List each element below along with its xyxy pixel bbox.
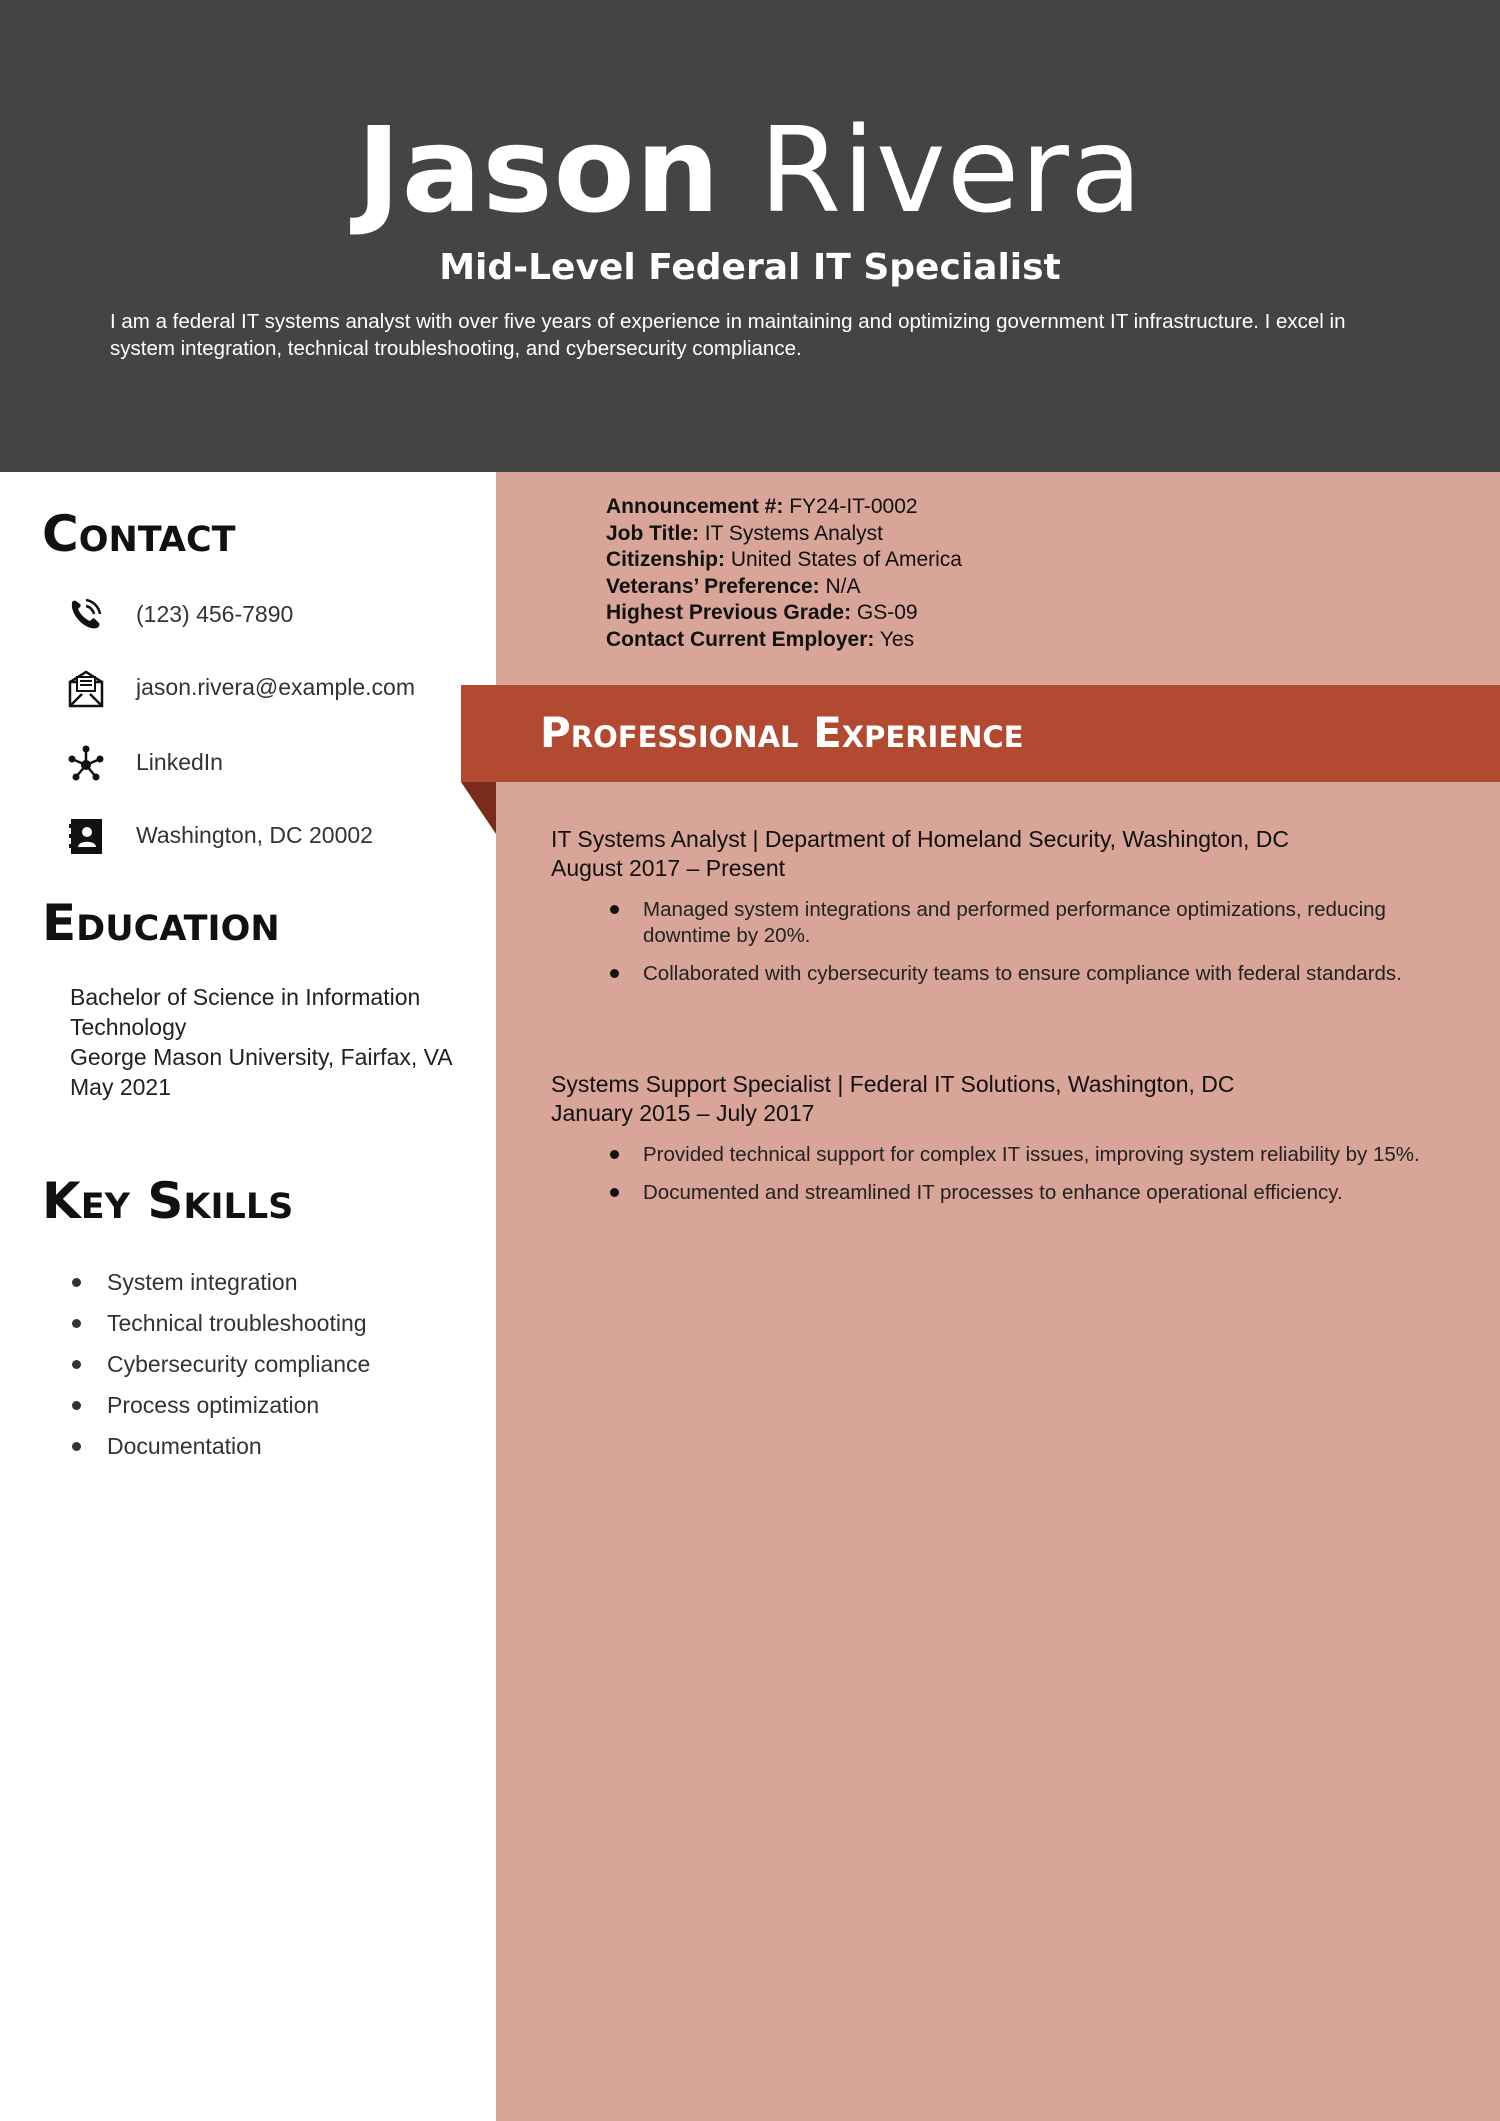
meta-label: Citizenship: xyxy=(606,548,725,571)
last-name: Rivera xyxy=(759,101,1144,239)
skills-title: Key Skills xyxy=(42,1172,294,1230)
meta-row xyxy=(606,547,962,574)
skill-item: Technical troubleshooting xyxy=(70,1303,370,1344)
meta-label: Job Title: xyxy=(606,521,699,545)
meta-row xyxy=(606,574,962,601)
meta-row xyxy=(606,627,962,654)
meta-value: United States of America xyxy=(730,548,962,571)
meta-label: Announcement #: xyxy=(606,495,784,518)
contact-phone xyxy=(66,595,486,639)
job-entry xyxy=(551,825,1471,999)
meta-value: N/A xyxy=(825,574,861,598)
skill-item: System integration xyxy=(70,1262,370,1303)
first-name: Jason xyxy=(356,101,721,239)
job-entry xyxy=(551,1070,1471,1218)
announcement-details xyxy=(606,494,962,653)
envelope-icon xyxy=(66,668,106,708)
contact-linkedin[interactable] xyxy=(66,743,486,787)
address-text: Washington, DC 20002 xyxy=(136,822,373,848)
phone-icon xyxy=(66,595,106,635)
education-title: Education xyxy=(42,894,280,952)
job-dates: August 2017 – Present xyxy=(551,855,785,881)
skill-item: Cybersecurity compliance xyxy=(70,1344,370,1385)
header xyxy=(0,0,1500,472)
contact-title: Contact xyxy=(42,505,236,563)
job-role: IT Systems Analyst | Department of Homeland Security, Washington, DC xyxy=(551,826,1290,852)
phone-text: (123) 456-7890 xyxy=(136,601,294,627)
job-bullets xyxy=(551,1142,1471,1206)
email-text: jason.rivera@example.com xyxy=(136,674,416,700)
job-bullet: Managed system integrations and performed performance optimizations, reducing downtime by 20%. xyxy=(551,897,1471,949)
job-role: Systems Support Specialist | Federal IT Solutions, Washington, DC xyxy=(551,1071,1235,1097)
school: George Mason University, Fairfax, VA xyxy=(70,1044,453,1070)
meta-row xyxy=(606,521,962,548)
contact-address xyxy=(66,816,486,860)
meta-value: IT Systems Analyst xyxy=(704,521,883,545)
linkedin-text: LinkedIn xyxy=(136,749,223,775)
graduation-date: May 2021 xyxy=(70,1074,172,1100)
network-icon xyxy=(66,743,106,783)
meta-row xyxy=(606,494,962,521)
job-dates: January 2015 – July 2017 xyxy=(551,1100,815,1126)
meta-label: Contact Current Employer: xyxy=(606,627,875,651)
contact-email[interactable] xyxy=(66,668,486,712)
meta-value: Yes xyxy=(879,627,915,651)
job-heading: Mid-Level Federal IT Specialist xyxy=(439,247,1061,288)
meta-value: GS-09 xyxy=(856,601,918,624)
degree: Bachelor of Science in Information Technology xyxy=(70,984,421,1040)
meta-label: Veterans’ Preference: xyxy=(606,574,820,598)
meta-row xyxy=(606,600,962,627)
education-entry xyxy=(70,982,460,1102)
contact-card-icon xyxy=(66,816,106,856)
summary: I am a federal IT systems analyst with over five years of experience in maintaining and optimizing government IT infrastructure. I excel in system integration, technical troubleshooting, and cybersecurity compliance. xyxy=(110,310,1346,360)
skills-list xyxy=(70,1262,370,1467)
experience-title: Professional Experience xyxy=(540,708,1024,757)
job-bullet: Documented and streamlined IT processes to enhance operational efficiency. xyxy=(551,1180,1471,1206)
meta-value: FY24-IT-0002 xyxy=(789,495,918,518)
banner-fold xyxy=(461,782,496,834)
job-bullet: Collaborated with cybersecurity teams to ensure compliance with federal standards. xyxy=(551,961,1471,987)
job-bullet: Provided technical support for complex IT issues, improving system reliability by 15%. xyxy=(551,1142,1471,1168)
candidate-name xyxy=(0,100,1500,240)
skill-item: Process optimization xyxy=(70,1385,370,1426)
job-bullets xyxy=(551,897,1471,987)
skill-item: Documentation xyxy=(70,1426,370,1467)
meta-label: Highest Previous Grade: xyxy=(606,601,852,624)
